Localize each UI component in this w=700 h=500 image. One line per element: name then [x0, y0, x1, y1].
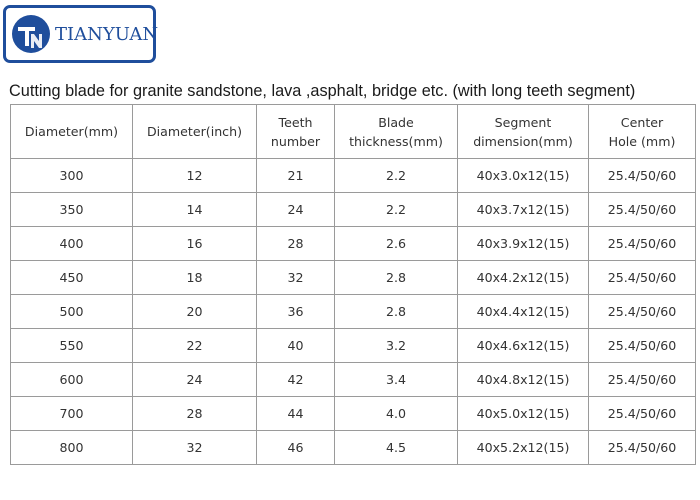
- column-header-diameter-inch: [133, 105, 257, 159]
- table-row: [11, 227, 696, 261]
- cell-teeth-number: 44: [257, 397, 335, 431]
- table-row: [11, 295, 696, 329]
- cell-diameter-mm: 700: [11, 397, 133, 431]
- column-header-line: Segment: [494, 114, 552, 130]
- cell-diameter-mm: 450: [11, 261, 133, 295]
- table-caption: Cutting blade for granite sandstone, lava ,asphalt, bridge etc. (with long teeth segment): [9, 82, 636, 100]
- cell-blade-thickness: 3.4: [335, 363, 458, 397]
- table-row: [11, 431, 696, 465]
- cell-blade-thickness: 3.2: [335, 329, 458, 363]
- cell-diameter-inch: 16: [133, 227, 257, 261]
- cell-diameter-mm: 600: [11, 363, 133, 397]
- cell-center-hole: 25.4/50/60: [589, 227, 696, 261]
- cell-center-hole: 25.4/50/60: [589, 193, 696, 227]
- cell-teeth-number: 32: [257, 261, 335, 295]
- cell-center-hole: 25.4/50/60: [589, 159, 696, 193]
- table-body: [11, 159, 696, 465]
- column-header-segment-dimension: [458, 105, 589, 159]
- cell-diameter-inch: 18: [133, 261, 257, 295]
- cell-diameter-inch: 24: [133, 363, 257, 397]
- cell-diameter-mm: 550: [11, 329, 133, 363]
- column-header-line: dimension(mm): [473, 133, 573, 149]
- table-row: [11, 193, 696, 227]
- header-row: [11, 105, 696, 159]
- cell-segment-dimension: 40x3.9x12(15): [458, 227, 589, 261]
- cell-blade-thickness: 2.6: [335, 227, 458, 261]
- column-header-line: Hole (mm): [608, 133, 676, 149]
- cell-center-hole: 25.4/50/60: [589, 261, 696, 295]
- cell-teeth-number: 40: [257, 329, 335, 363]
- cell-teeth-number: 28: [257, 227, 335, 261]
- column-header-teeth-number: [257, 105, 335, 159]
- cell-diameter-inch: 20: [133, 295, 257, 329]
- table-header: [11, 105, 696, 159]
- cell-segment-dimension: 40x4.2x12(15): [458, 261, 589, 295]
- blade-spec-table: [10, 104, 696, 465]
- cell-teeth-number: 46: [257, 431, 335, 465]
- cell-diameter-mm: 500: [11, 295, 133, 329]
- cell-teeth-number: 21: [257, 159, 335, 193]
- cell-center-hole: 25.4/50/60: [589, 363, 696, 397]
- cell-blade-thickness: 2.2: [335, 159, 458, 193]
- cell-segment-dimension: 40x3.0x12(15): [458, 159, 589, 193]
- column-header-line: thickness(mm): [349, 133, 443, 149]
- cell-diameter-mm: 300: [11, 159, 133, 193]
- cell-blade-thickness: 2.8: [335, 295, 458, 329]
- cell-blade-thickness: 2.2: [335, 193, 458, 227]
- table-row: [11, 397, 696, 431]
- column-header-line: Teeth: [278, 114, 313, 130]
- column-header-line: number: [270, 133, 321, 149]
- cell-segment-dimension: 40x4.8x12(15): [458, 363, 589, 397]
- table-row: [11, 329, 696, 363]
- cell-teeth-number: 36: [257, 295, 335, 329]
- cell-center-hole: 25.4/50/60: [589, 431, 696, 465]
- brand-logo: [3, 5, 159, 63]
- cell-diameter-mm: 350: [11, 193, 133, 227]
- cell-center-hole: 25.4/50/60: [589, 295, 696, 329]
- column-header-line: Diameter(mm): [24, 124, 119, 139]
- table-row: [11, 159, 696, 193]
- cell-blade-thickness: 4.0: [335, 397, 458, 431]
- column-header-center-hole: [589, 105, 696, 159]
- column-header-diameter-mm: [11, 105, 133, 159]
- column-header-blade-thickness: [335, 105, 458, 159]
- cell-center-hole: 25.4/50/60: [589, 397, 696, 431]
- cell-diameter-inch: 12: [133, 159, 257, 193]
- cell-segment-dimension: 40x4.6x12(15): [458, 329, 589, 363]
- cell-segment-dimension: 40x4.4x12(15): [458, 295, 589, 329]
- cell-diameter-mm: 800: [11, 431, 133, 465]
- cell-diameter-inch: 32: [133, 431, 257, 465]
- table-row: [11, 363, 696, 397]
- cell-segment-dimension: 40x5.0x12(15): [458, 397, 589, 431]
- cell-diameter-mm: 400: [11, 227, 133, 261]
- cell-blade-thickness: 4.5: [335, 431, 458, 465]
- cell-center-hole: 25.4/50/60: [589, 329, 696, 363]
- cell-teeth-number: 24: [257, 193, 335, 227]
- cell-blade-thickness: 2.8: [335, 261, 458, 295]
- tianyuan-logo-icon: [11, 14, 51, 54]
- column-header-line: Diameter(inch): [146, 124, 242, 139]
- column-header-line: Blade: [378, 114, 414, 130]
- cell-segment-dimension: 40x5.2x12(15): [458, 431, 589, 465]
- cell-teeth-number: 42: [257, 363, 335, 397]
- brand-name: TIANYUAN: [55, 23, 159, 45]
- cell-diameter-inch: 14: [133, 193, 257, 227]
- column-header-line: Center: [620, 114, 664, 130]
- cell-diameter-inch: 22: [133, 329, 257, 363]
- cell-segment-dimension: 40x3.7x12(15): [458, 193, 589, 227]
- table-row: [11, 261, 696, 295]
- cell-diameter-inch: 28: [133, 397, 257, 431]
